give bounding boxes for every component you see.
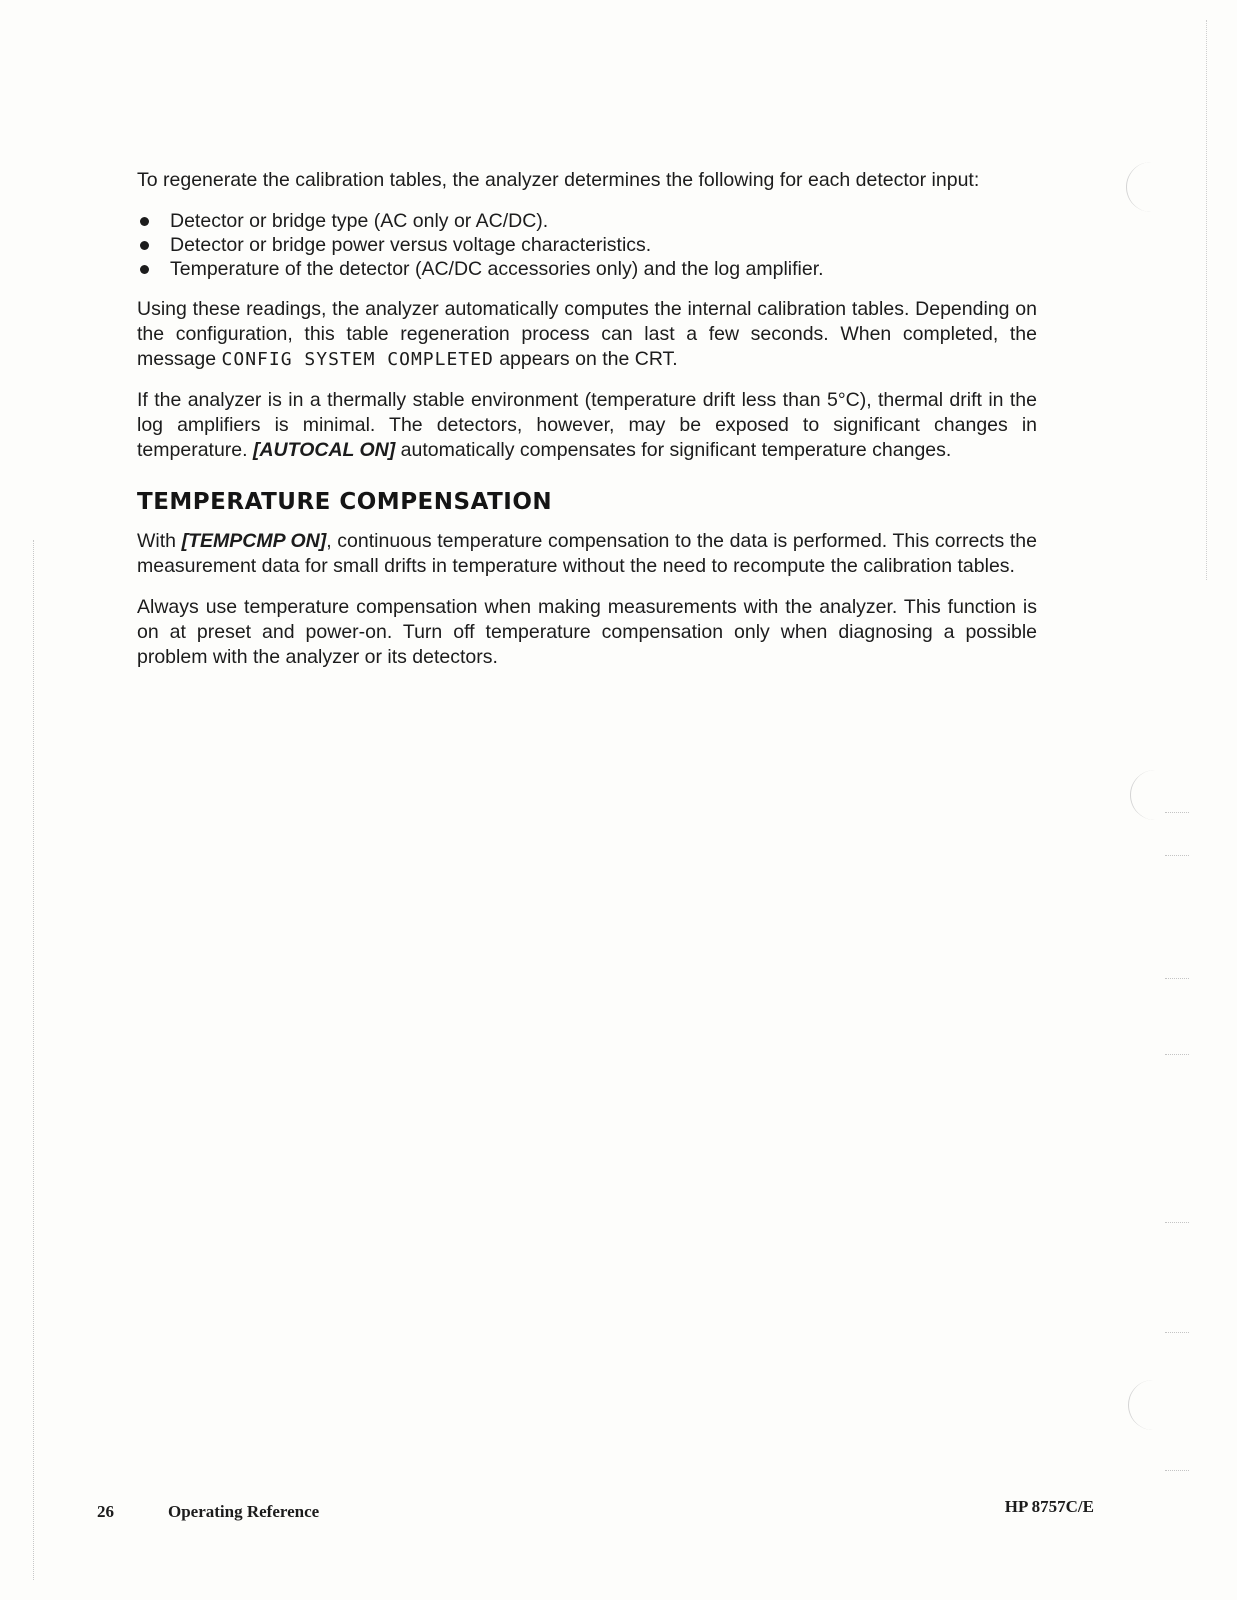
tempcmp-paragraph xyxy=(137,529,1037,579)
bullet-list xyxy=(137,209,1037,281)
crt-message: CONFIG SYSTEM COMPLETED xyxy=(221,349,494,370)
scan-mark xyxy=(1165,1470,1189,1471)
binder-hole-mark xyxy=(1130,770,1165,820)
thermal-text: If the analyzer is in a thermally stable environment (temperature drift less than 5°C), thermal drift in the log amplifiers is minimal. The detectors, however, may be exposed to significant changes in temperature. xyxy=(137,389,1037,461)
readings-text-end: appears on the CRT. xyxy=(493,348,678,370)
body-content xyxy=(137,168,1037,670)
scan-edge-left xyxy=(33,540,34,1580)
bullet-icon xyxy=(140,265,149,274)
tempcmp-text: With xyxy=(137,530,182,552)
scan-mark xyxy=(1165,1332,1189,1333)
list-item xyxy=(137,209,1037,233)
section-name: Operating Reference xyxy=(168,1502,320,1521)
list-item-text: Temperature of the detector (AC/DC accessories only) and the log amplifier. xyxy=(170,258,824,280)
scan-mark xyxy=(1165,1222,1189,1223)
list-item xyxy=(137,257,1037,281)
list-item-text: Detector or bridge power versus voltage characteristics. xyxy=(170,234,652,256)
tempcmp-text-end: , continuous temperature compensation to the data is performed. This corrects the measurement data for small drifts in temperature without the need to recompute the calibration tables. xyxy=(137,530,1037,577)
binder-hole-mark xyxy=(1126,162,1161,212)
always-paragraph: Always use temperature compensation when making measurements with the analyzer. This function is on at preset and power-on. Turn off temperature compensation only when diagnosing a possible problem with the analyzer or its detectors. xyxy=(137,596,1037,668)
binder-hole-mark xyxy=(1128,1380,1163,1430)
scan-edge-right xyxy=(1206,20,1207,580)
readings-text: Using these readings, the analyzer automatically computes the internal calibration tables. Depending on the configuration, this table regeneration process can last a few seconds. When completed, the message xyxy=(137,298,1037,370)
thermal-text-end: automatically compensates for significant temperature changes. xyxy=(395,439,952,461)
scan-mark xyxy=(1165,978,1189,979)
scan-mark xyxy=(1165,855,1189,856)
scan-mark xyxy=(1165,1054,1189,1055)
tempcmp-softkey: [TEMPCMP ON] xyxy=(181,530,327,552)
autocal-softkey: [AUTOCAL ON] xyxy=(252,439,396,461)
bullet-icon xyxy=(140,241,149,250)
page-number: 26 xyxy=(97,1502,114,1521)
list-item-text: Detector or bridge type (AC only or AC/DC). xyxy=(170,210,549,232)
readings-paragraph xyxy=(137,297,1037,372)
section-heading: TEMPERATURE COMPENSATION xyxy=(137,489,553,515)
intro-paragraph: To regenerate the calibration tables, the analyzer determines the following for each detector input: xyxy=(137,169,980,191)
scan-mark xyxy=(1165,812,1189,813)
bullet-icon xyxy=(140,217,149,226)
list-item xyxy=(137,233,1037,257)
thermal-paragraph xyxy=(137,388,1037,463)
model-name: HP 8757C/E xyxy=(1004,1497,1094,1516)
